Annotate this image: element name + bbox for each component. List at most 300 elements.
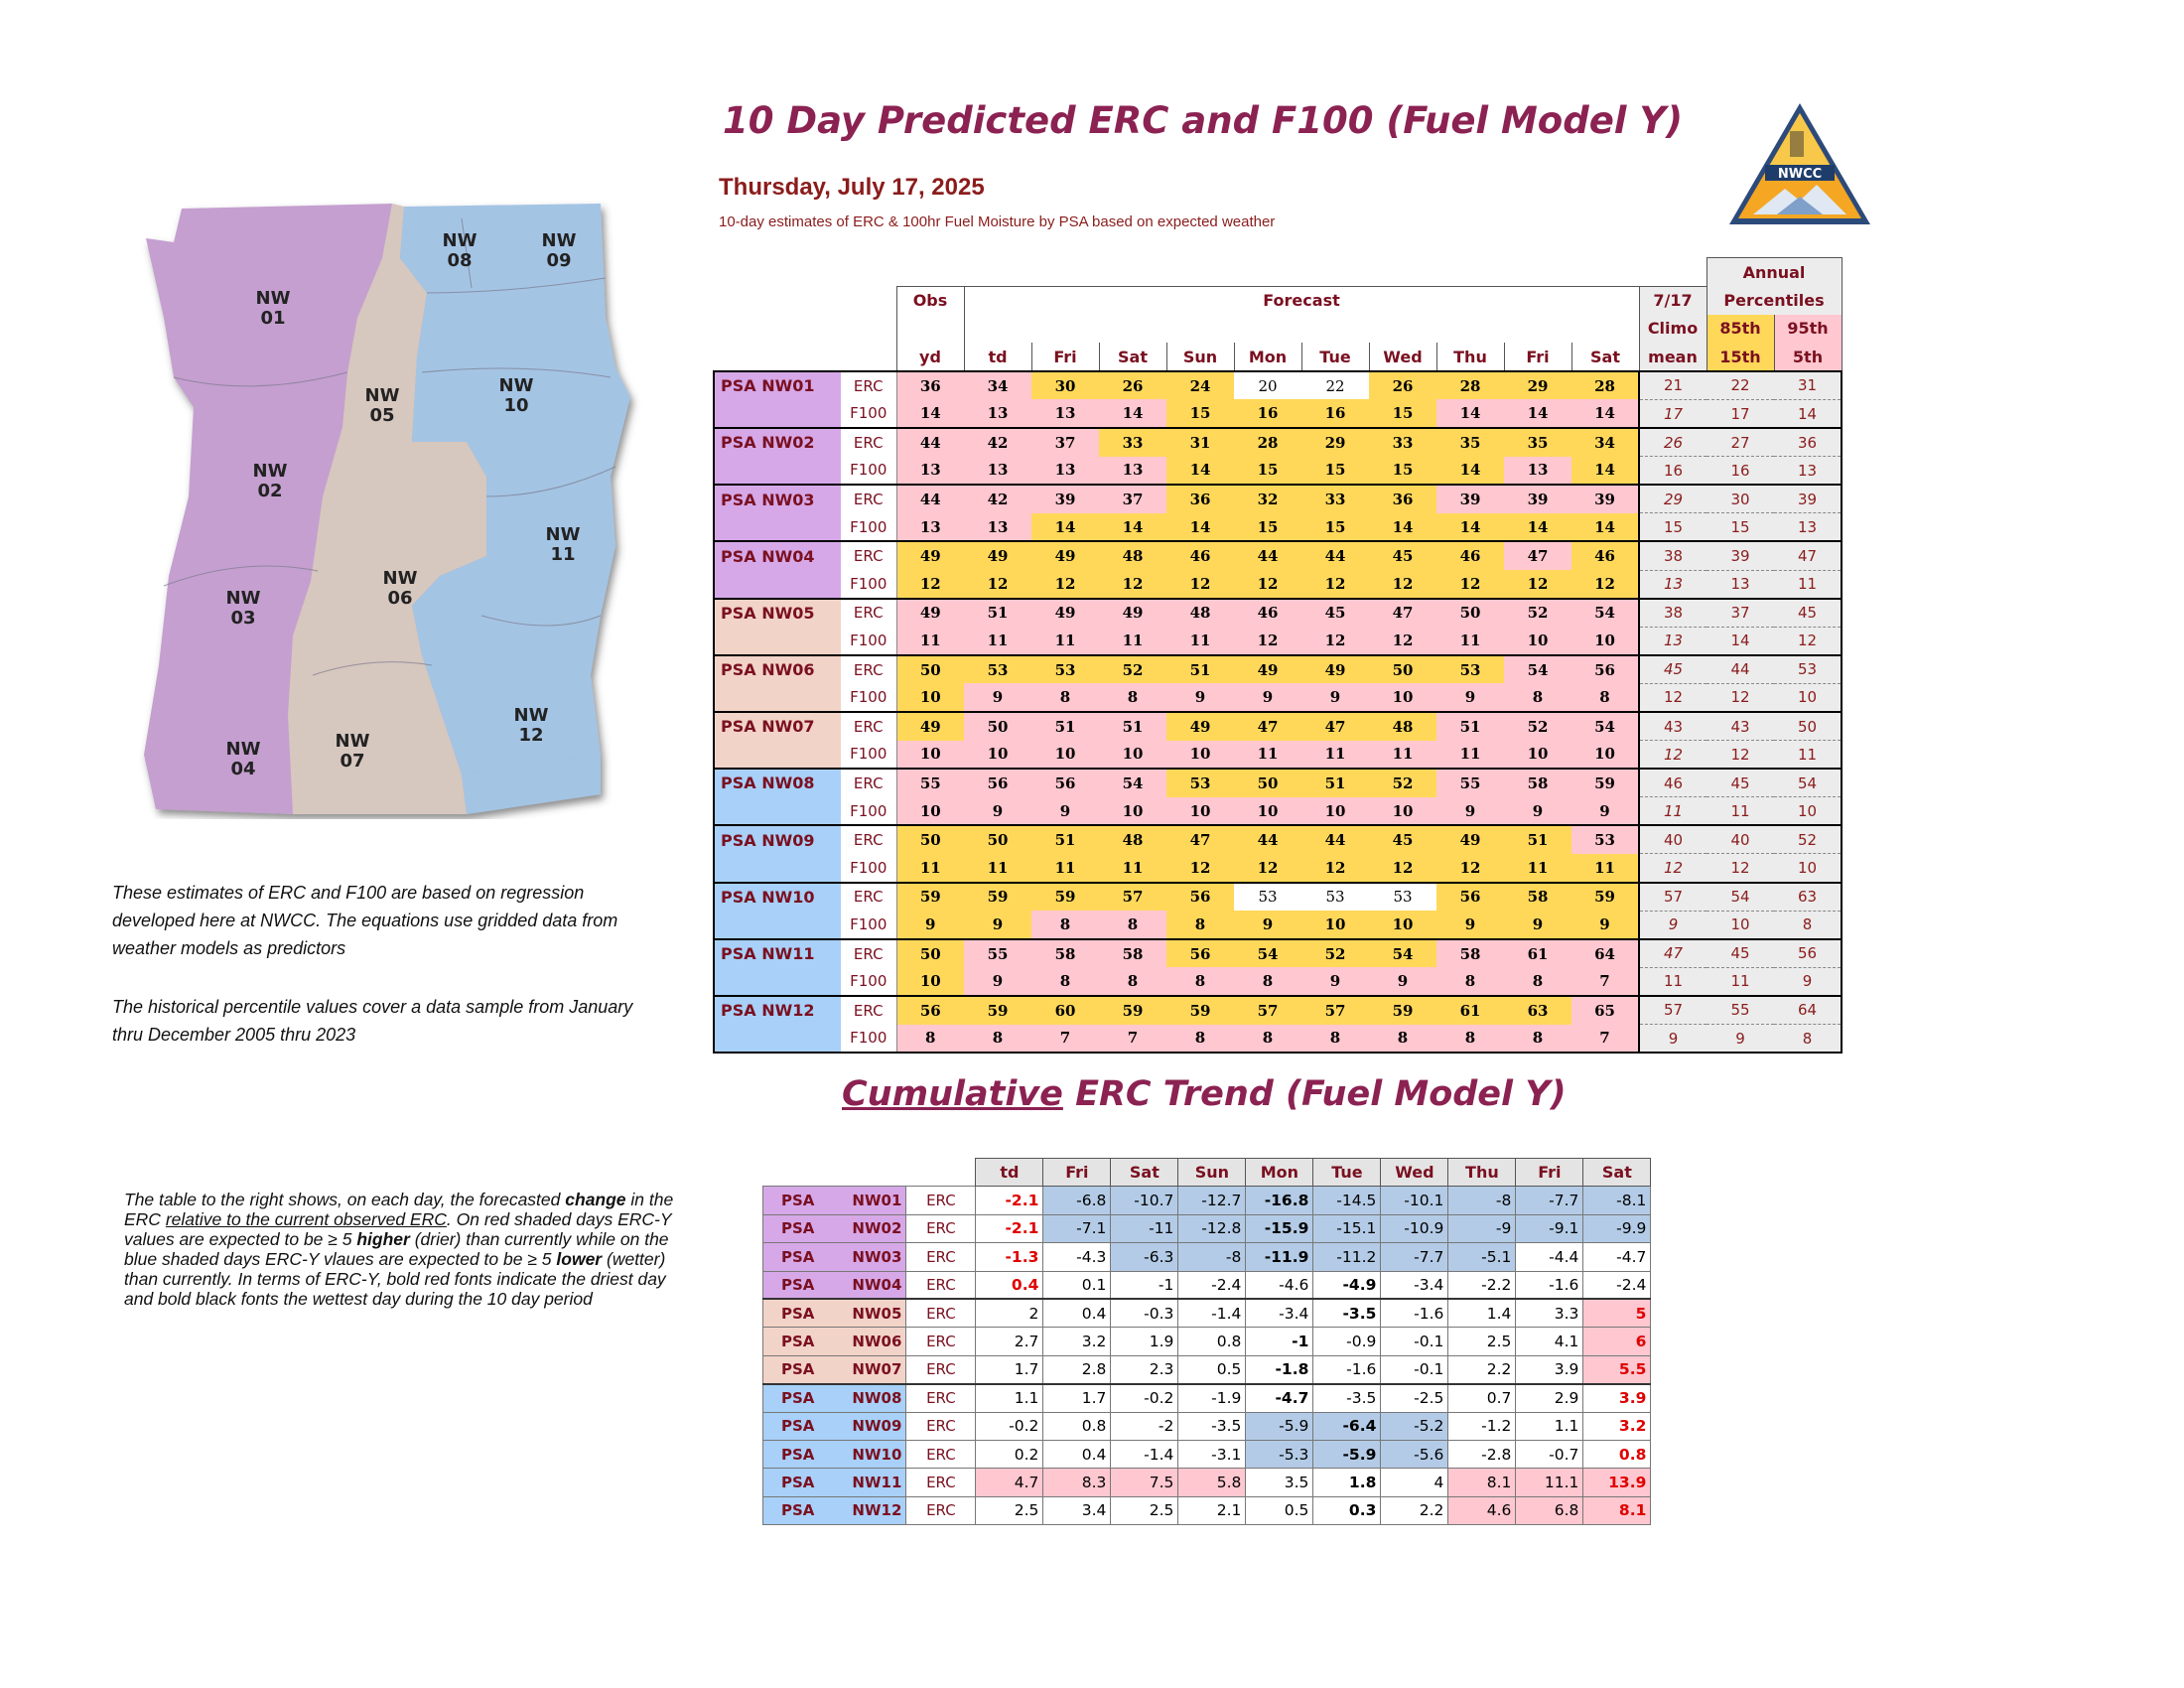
value-cell: 37 bbox=[1099, 485, 1166, 513]
pct85-cell: 12 bbox=[1706, 741, 1774, 770]
climo-cell: 47 bbox=[1639, 939, 1706, 968]
climo-cell: 57 bbox=[1639, 883, 1706, 912]
value-cell: 8 bbox=[1234, 1025, 1301, 1054]
map-label-nw08: NW 08 bbox=[442, 230, 478, 271]
day-header: Mon bbox=[1234, 343, 1301, 371]
value-cell: 63 bbox=[1504, 996, 1571, 1025]
trend-cell: -15.9 bbox=[1246, 1214, 1313, 1242]
trend-kind: ERC bbox=[906, 1328, 976, 1355]
value-cell: 13 bbox=[964, 399, 1031, 428]
trend-cell: 5.5 bbox=[1583, 1355, 1651, 1383]
value-cell: 13 bbox=[896, 457, 964, 486]
trend-psa-code: NW07 bbox=[852, 1360, 902, 1379]
psa-row-erc bbox=[714, 883, 1842, 912]
value-cell: 14 bbox=[1571, 513, 1639, 542]
value-cell: 55 bbox=[896, 769, 964, 797]
value-cell: 12 bbox=[1099, 570, 1166, 599]
trend-cell: 8.1 bbox=[1448, 1469, 1516, 1496]
pct95-cell: 14 bbox=[1774, 399, 1842, 428]
trend-cell: -1.6 bbox=[1381, 1299, 1448, 1327]
value-cell: 56 bbox=[896, 996, 964, 1025]
pct95-cell: 11 bbox=[1774, 570, 1842, 599]
value-cell: 61 bbox=[1504, 939, 1571, 968]
value-cell: 56 bbox=[1166, 939, 1234, 968]
value-cell: 39 bbox=[1504, 485, 1571, 513]
pct95-cell: 10 bbox=[1774, 854, 1842, 883]
trend-cell: 2.2 bbox=[1448, 1355, 1516, 1383]
value-cell: 59 bbox=[1166, 996, 1234, 1025]
trend-cell: -0.1 bbox=[1381, 1328, 1448, 1355]
value-cell: 45 bbox=[1369, 825, 1436, 854]
trend-day-header: Sun bbox=[1178, 1159, 1246, 1187]
value-cell: 10 bbox=[1166, 797, 1234, 826]
value-cell: 13 bbox=[964, 457, 1031, 486]
value-cell: 15 bbox=[1301, 457, 1369, 486]
value-cell: 60 bbox=[1031, 996, 1099, 1025]
psa-row-f100 bbox=[714, 854, 1842, 883]
pct85-cell: 44 bbox=[1706, 655, 1774, 684]
value-cell: 11 bbox=[964, 627, 1031, 655]
value-cell: 8 bbox=[1031, 683, 1099, 712]
trend-kind: ERC bbox=[906, 1187, 976, 1214]
trend-cell: -1.4 bbox=[1111, 1440, 1178, 1468]
psa-row-f100 bbox=[714, 911, 1842, 939]
trend-row bbox=[763, 1243, 1651, 1271]
page-title: 10 Day Predicted ERC and F100 (Fuel Model Y) bbox=[723, 99, 1684, 142]
value-cell: 50 bbox=[896, 825, 964, 854]
climo-cell: 57 bbox=[1639, 996, 1706, 1025]
row-kind: F100 bbox=[841, 513, 896, 542]
trend-day-header: Wed bbox=[1381, 1159, 1448, 1187]
pct95-cell: 9 bbox=[1774, 967, 1842, 996]
value-cell: 12 bbox=[1031, 570, 1099, 599]
trend-cell: -3.4 bbox=[1381, 1271, 1448, 1299]
p85-header: 85th bbox=[1706, 315, 1774, 344]
pct95-cell: 52 bbox=[1774, 825, 1842, 854]
value-cell: 10 bbox=[1301, 911, 1369, 939]
value-cell: 49 bbox=[896, 541, 964, 570]
trend-cell: -12.7 bbox=[1178, 1187, 1246, 1214]
value-cell: 14 bbox=[1571, 457, 1639, 486]
trend-cell: -2.1 bbox=[976, 1214, 1043, 1242]
trend-kind: ERC bbox=[906, 1355, 976, 1383]
pct85-cell: 9 bbox=[1706, 1025, 1774, 1054]
pct85-cell: 14 bbox=[1706, 627, 1774, 655]
trend-cell: -7.7 bbox=[1381, 1243, 1448, 1271]
value-cell: 20 bbox=[1234, 371, 1301, 400]
trend-cell: 2.3 bbox=[1111, 1355, 1178, 1383]
trend-cell: -2.8 bbox=[1448, 1440, 1516, 1468]
pct85-cell: 39 bbox=[1706, 541, 1774, 570]
value-cell: 8 bbox=[1571, 683, 1639, 712]
value-cell: 48 bbox=[1166, 599, 1234, 628]
value-cell: 10 bbox=[1571, 741, 1639, 770]
day-header: td bbox=[964, 343, 1031, 371]
value-cell: 65 bbox=[1571, 996, 1639, 1025]
pct85-cell: 45 bbox=[1706, 769, 1774, 797]
trend-cell: 2.8 bbox=[1043, 1355, 1111, 1383]
trend-psa-code: NW12 bbox=[852, 1501, 902, 1520]
value-cell: 12 bbox=[1369, 854, 1436, 883]
value-cell: 9 bbox=[1571, 911, 1639, 939]
psa-label: PSA NW03 bbox=[714, 485, 841, 513]
value-cell: 12 bbox=[1504, 570, 1571, 599]
value-cell: 29 bbox=[1504, 371, 1571, 400]
row-kind: ERC bbox=[841, 655, 896, 684]
trend-cell: 1.9 bbox=[1111, 1328, 1178, 1355]
value-cell: 53 bbox=[1436, 655, 1504, 684]
map-label-nw07: NW 07 bbox=[335, 731, 370, 772]
value-cell: 58 bbox=[1436, 939, 1504, 968]
psa-label: PSA NW02 bbox=[714, 428, 841, 457]
value-cell: 13 bbox=[1031, 457, 1099, 486]
value-cell: 44 bbox=[1301, 825, 1369, 854]
pct95-cell: 8 bbox=[1774, 1025, 1842, 1054]
trend-psa-label bbox=[763, 1187, 906, 1214]
value-cell: 52 bbox=[1369, 769, 1436, 797]
value-cell: 10 bbox=[1031, 741, 1099, 770]
trend-cell: 2.9 bbox=[1516, 1384, 1583, 1412]
psa-label: PSA NW08 bbox=[714, 769, 841, 797]
trend-cell: 1.7 bbox=[1043, 1384, 1111, 1412]
trend-cell: 0.5 bbox=[1246, 1496, 1313, 1524]
trend-cell: -9.1 bbox=[1516, 1214, 1583, 1242]
value-cell: 12 bbox=[1301, 627, 1369, 655]
value-cell: 13 bbox=[964, 513, 1031, 542]
psa-label: PSA NW01 bbox=[714, 371, 841, 400]
row-kind: F100 bbox=[841, 797, 896, 826]
psa-row-erc bbox=[714, 655, 1842, 684]
climo-cell: 38 bbox=[1639, 541, 1706, 570]
value-cell: 11 bbox=[964, 854, 1031, 883]
trend-cell: -11 bbox=[1111, 1214, 1178, 1242]
trend-cell: 4.7 bbox=[976, 1469, 1043, 1496]
pct85-cell: 17 bbox=[1706, 399, 1774, 428]
trend-cell: -1.8 bbox=[1246, 1355, 1313, 1383]
trend-cell: -1.3 bbox=[976, 1243, 1043, 1271]
value-cell: 8 bbox=[1099, 967, 1166, 996]
trend-cell: -4.7 bbox=[1246, 1384, 1313, 1412]
psa-label bbox=[714, 683, 841, 712]
value-cell: 49 bbox=[1099, 599, 1166, 628]
trend-psa-prefix: PSA bbox=[781, 1360, 815, 1379]
day-header: Sat bbox=[1571, 343, 1639, 371]
trend-note: The table to the right shows, on each day, the forecasted change in the ERC relative to the current observed ERC. On red shaded days ERC-Y values are expected to be ≥ 5 higher (drier) than currently while on the blue shaded days ERC-Y vlaues are expected to be ≥ 5 lower (wetter) than currently. In terms of ERC-Y, bold red fonts indicate the driest day and bold black fonts the wettest day during the 10 day period bbox=[124, 1190, 674, 1309]
value-cell: 9 bbox=[964, 797, 1031, 826]
trend-psa-code: NW06 bbox=[852, 1333, 902, 1351]
value-cell: 50 bbox=[896, 655, 964, 684]
psa-row-f100 bbox=[714, 1025, 1842, 1054]
value-cell: 9 bbox=[964, 683, 1031, 712]
map-label-nw06: NW 06 bbox=[382, 568, 418, 609]
trend-cell: -10.9 bbox=[1381, 1214, 1448, 1242]
trend-cell: 7.5 bbox=[1111, 1469, 1178, 1496]
value-cell: 8 bbox=[1504, 1025, 1571, 1054]
value-cell: 13 bbox=[896, 513, 964, 542]
value-cell: 16 bbox=[1301, 399, 1369, 428]
psa-label: PSA NW11 bbox=[714, 939, 841, 968]
trend-cell: -3.5 bbox=[1178, 1412, 1246, 1440]
value-cell: 11 bbox=[896, 854, 964, 883]
value-cell: 47 bbox=[1504, 541, 1571, 570]
trend-title: Cumulative ERC Trend (Fuel Model Y) bbox=[842, 1074, 1567, 1114]
trend-psa-code: NW11 bbox=[852, 1473, 902, 1491]
pct95-cell: 10 bbox=[1774, 683, 1842, 712]
pct95-cell: 54 bbox=[1774, 769, 1842, 797]
trend-cell: -0.9 bbox=[1313, 1328, 1381, 1355]
trend-kind: ERC bbox=[906, 1469, 976, 1496]
value-cell: 12 bbox=[1234, 854, 1301, 883]
trend-cell: -4.7 bbox=[1583, 1243, 1651, 1271]
trend-row bbox=[763, 1496, 1651, 1524]
day-header: Thu bbox=[1436, 343, 1504, 371]
value-cell: 42 bbox=[964, 428, 1031, 457]
climo-cell: 16 bbox=[1639, 457, 1706, 486]
trend-psa-code: NW08 bbox=[852, 1389, 902, 1408]
map-label-nw02: NW 02 bbox=[252, 461, 288, 501]
pct95-cell: 39 bbox=[1774, 485, 1842, 513]
psa-row-erc bbox=[714, 939, 1842, 968]
value-cell: 59 bbox=[1031, 883, 1099, 912]
trend-cell: 13.9 bbox=[1583, 1469, 1651, 1496]
pct85-cell: 37 bbox=[1706, 599, 1774, 628]
value-cell: 8 bbox=[1031, 967, 1099, 996]
trend-cell: -15.1 bbox=[1313, 1214, 1381, 1242]
psa-row-f100 bbox=[714, 570, 1842, 599]
value-cell: 12 bbox=[896, 570, 964, 599]
row-kind: F100 bbox=[841, 457, 896, 486]
trend-cell: -9.9 bbox=[1583, 1214, 1651, 1242]
value-cell: 44 bbox=[896, 485, 964, 513]
row-kind: F100 bbox=[841, 967, 896, 996]
trend-cell: 0.1 bbox=[1043, 1271, 1111, 1299]
value-cell: 9 bbox=[1504, 911, 1571, 939]
trend-day-header: Thu bbox=[1448, 1159, 1516, 1187]
value-cell: 9 bbox=[1436, 911, 1504, 939]
trend-cell: -3.1 bbox=[1178, 1440, 1246, 1468]
trend-day-header: Fri bbox=[1516, 1159, 1583, 1187]
map-label-nw11: NW 11 bbox=[545, 524, 581, 565]
pct85-cell: 40 bbox=[1706, 825, 1774, 854]
value-cell: 14 bbox=[1369, 513, 1436, 542]
trend-psa-prefix: PSA bbox=[781, 1473, 815, 1491]
value-cell: 46 bbox=[1436, 541, 1504, 570]
pct85-cell: 30 bbox=[1706, 485, 1774, 513]
value-cell: 10 bbox=[1504, 627, 1571, 655]
psa-label bbox=[714, 854, 841, 883]
trend-kind: ERC bbox=[906, 1412, 976, 1440]
trend-psa-prefix: PSA bbox=[781, 1417, 815, 1436]
value-cell: 8 bbox=[1166, 911, 1234, 939]
trend-cell: -2.2 bbox=[1448, 1271, 1516, 1299]
value-cell: 59 bbox=[964, 996, 1031, 1025]
value-cell: 14 bbox=[1166, 457, 1234, 486]
psa-label bbox=[714, 457, 841, 486]
value-cell: 14 bbox=[1099, 399, 1166, 428]
trend-cell: -14.5 bbox=[1313, 1187, 1381, 1214]
trend-cell: -1.6 bbox=[1313, 1355, 1381, 1383]
value-cell: 24 bbox=[1166, 371, 1234, 400]
trend-cell: 0.7 bbox=[1448, 1384, 1516, 1412]
trend-cell: -5.2 bbox=[1381, 1412, 1448, 1440]
forecast-header: Forecast bbox=[964, 286, 1639, 315]
trend-row bbox=[763, 1187, 1651, 1214]
day-header: Tue bbox=[1301, 343, 1369, 371]
value-cell: 28 bbox=[1436, 371, 1504, 400]
psa-label bbox=[714, 741, 841, 770]
value-cell: 12 bbox=[1571, 570, 1639, 599]
value-cell: 9 bbox=[1369, 967, 1436, 996]
value-cell: 61 bbox=[1436, 996, 1504, 1025]
value-cell: 36 bbox=[896, 371, 964, 400]
value-cell: 46 bbox=[1571, 541, 1639, 570]
value-cell: 56 bbox=[1166, 883, 1234, 912]
trend-cell: -7.7 bbox=[1516, 1187, 1583, 1214]
trend-cell: -8.1 bbox=[1583, 1187, 1651, 1214]
value-cell: 49 bbox=[1031, 541, 1099, 570]
value-cell: 48 bbox=[1099, 541, 1166, 570]
value-cell: 8 bbox=[896, 1025, 964, 1054]
map-label-nw01: NW 01 bbox=[255, 288, 291, 329]
pct95-cell: 11 bbox=[1774, 741, 1842, 770]
value-cell: 26 bbox=[1099, 371, 1166, 400]
value-cell: 39 bbox=[1436, 485, 1504, 513]
value-cell: 36 bbox=[1369, 485, 1436, 513]
psa-label bbox=[714, 911, 841, 939]
erc-trend-table bbox=[762, 1158, 1651, 1525]
value-cell: 51 bbox=[1099, 712, 1166, 741]
erc-f100-table bbox=[713, 257, 1843, 1054]
value-cell: 11 bbox=[1504, 854, 1571, 883]
pct85-cell: 11 bbox=[1706, 797, 1774, 826]
annual-header: Annual bbox=[1706, 258, 1842, 287]
value-cell: 32 bbox=[1234, 485, 1301, 513]
trend-cell: -5.3 bbox=[1246, 1440, 1313, 1468]
climo-cell: 26 bbox=[1639, 428, 1706, 457]
value-cell: 9 bbox=[1436, 683, 1504, 712]
trend-psa-prefix: PSA bbox=[781, 1389, 815, 1408]
value-cell: 50 bbox=[896, 939, 964, 968]
value-cell: 22 bbox=[1301, 371, 1369, 400]
value-cell: 10 bbox=[964, 741, 1031, 770]
trend-psa-prefix: PSA bbox=[781, 1192, 815, 1210]
trend-cell: -5.9 bbox=[1313, 1440, 1381, 1468]
trend-psa-label bbox=[763, 1328, 906, 1355]
value-cell: 53 bbox=[1571, 825, 1639, 854]
value-cell: 48 bbox=[1099, 825, 1166, 854]
trend-cell: 0.4 bbox=[976, 1271, 1043, 1299]
row-kind: ERC bbox=[841, 883, 896, 912]
value-cell: 55 bbox=[964, 939, 1031, 968]
trend-cell: 4 bbox=[1381, 1469, 1448, 1496]
trend-cell: -1.2 bbox=[1448, 1412, 1516, 1440]
trend-cell: -6.8 bbox=[1043, 1187, 1111, 1214]
value-cell: 8 bbox=[1099, 911, 1166, 939]
trend-psa-label bbox=[763, 1496, 906, 1524]
value-cell: 15 bbox=[1369, 399, 1436, 428]
value-cell: 49 bbox=[1436, 825, 1504, 854]
value-cell: 12 bbox=[1369, 627, 1436, 655]
trend-psa-prefix: PSA bbox=[781, 1445, 815, 1464]
climo-cell: 40 bbox=[1639, 825, 1706, 854]
pct95-cell: 64 bbox=[1774, 996, 1842, 1025]
value-cell: 10 bbox=[896, 741, 964, 770]
psa-row-f100 bbox=[714, 683, 1842, 712]
psa-map bbox=[134, 199, 680, 819]
trend-cell: 5 bbox=[1583, 1299, 1651, 1327]
trend-cell: 2.7 bbox=[976, 1328, 1043, 1355]
value-cell: 51 bbox=[1031, 712, 1099, 741]
trend-cell: 0.8 bbox=[1178, 1328, 1246, 1355]
trend-cell: -0.2 bbox=[1111, 1384, 1178, 1412]
value-cell: 36 bbox=[1166, 485, 1234, 513]
map-label-nw03: NW 03 bbox=[225, 588, 261, 629]
trend-cell: 3.9 bbox=[1583, 1384, 1651, 1412]
psa-label bbox=[714, 627, 841, 655]
trend-row bbox=[763, 1412, 1651, 1440]
trend-kind: ERC bbox=[906, 1214, 976, 1242]
value-cell: 14 bbox=[1436, 513, 1504, 542]
trend-day-header: Mon bbox=[1246, 1159, 1313, 1187]
pct95-cell: 13 bbox=[1774, 513, 1842, 542]
value-cell: 33 bbox=[1099, 428, 1166, 457]
climo-cell: 13 bbox=[1639, 570, 1706, 599]
row-kind: ERC bbox=[841, 769, 896, 797]
pct95-cell: 36 bbox=[1774, 428, 1842, 457]
value-cell: 12 bbox=[1301, 570, 1369, 599]
value-cell: 9 bbox=[1571, 797, 1639, 826]
trend-row bbox=[763, 1384, 1651, 1412]
value-cell: 44 bbox=[1301, 541, 1369, 570]
value-cell: 45 bbox=[1369, 541, 1436, 570]
value-cell: 50 bbox=[1369, 655, 1436, 684]
trend-cell: 6 bbox=[1583, 1328, 1651, 1355]
psa-label: PSA NW07 bbox=[714, 712, 841, 741]
pct85-cell: 15 bbox=[1706, 513, 1774, 542]
psa-label: PSA NW06 bbox=[714, 655, 841, 684]
value-cell: 49 bbox=[1166, 712, 1234, 741]
psa-label bbox=[714, 570, 841, 599]
pct95-cell: 53 bbox=[1774, 655, 1842, 684]
value-cell: 54 bbox=[1571, 599, 1639, 628]
value-cell: 52 bbox=[1504, 712, 1571, 741]
psa-label: PSA NW10 bbox=[714, 883, 841, 912]
value-cell: 10 bbox=[896, 797, 964, 826]
value-cell: 11 bbox=[1301, 741, 1369, 770]
trend-kind: ERC bbox=[906, 1243, 976, 1271]
trend-cell: -4.3 bbox=[1043, 1243, 1111, 1271]
trend-cell: 4.1 bbox=[1516, 1328, 1583, 1355]
value-cell: 12 bbox=[1436, 570, 1504, 599]
row-kind: ERC bbox=[841, 996, 896, 1025]
value-cell: 12 bbox=[1369, 570, 1436, 599]
value-cell: 10 bbox=[1571, 627, 1639, 655]
value-cell: 14 bbox=[1166, 513, 1234, 542]
value-cell: 49 bbox=[1031, 599, 1099, 628]
value-cell: 10 bbox=[896, 967, 964, 996]
value-cell: 47 bbox=[1234, 712, 1301, 741]
row-kind: F100 bbox=[841, 570, 896, 599]
row-kind: ERC bbox=[841, 541, 896, 570]
trend-cell: 3.3 bbox=[1516, 1299, 1583, 1327]
value-cell: 12 bbox=[1234, 627, 1301, 655]
value-cell: 13 bbox=[1031, 399, 1099, 428]
value-cell: 11 bbox=[896, 627, 964, 655]
value-cell: 12 bbox=[1166, 854, 1234, 883]
value-cell: 46 bbox=[1234, 599, 1301, 628]
trend-psa-code: NW05 bbox=[852, 1304, 902, 1323]
trend-row bbox=[763, 1299, 1651, 1327]
